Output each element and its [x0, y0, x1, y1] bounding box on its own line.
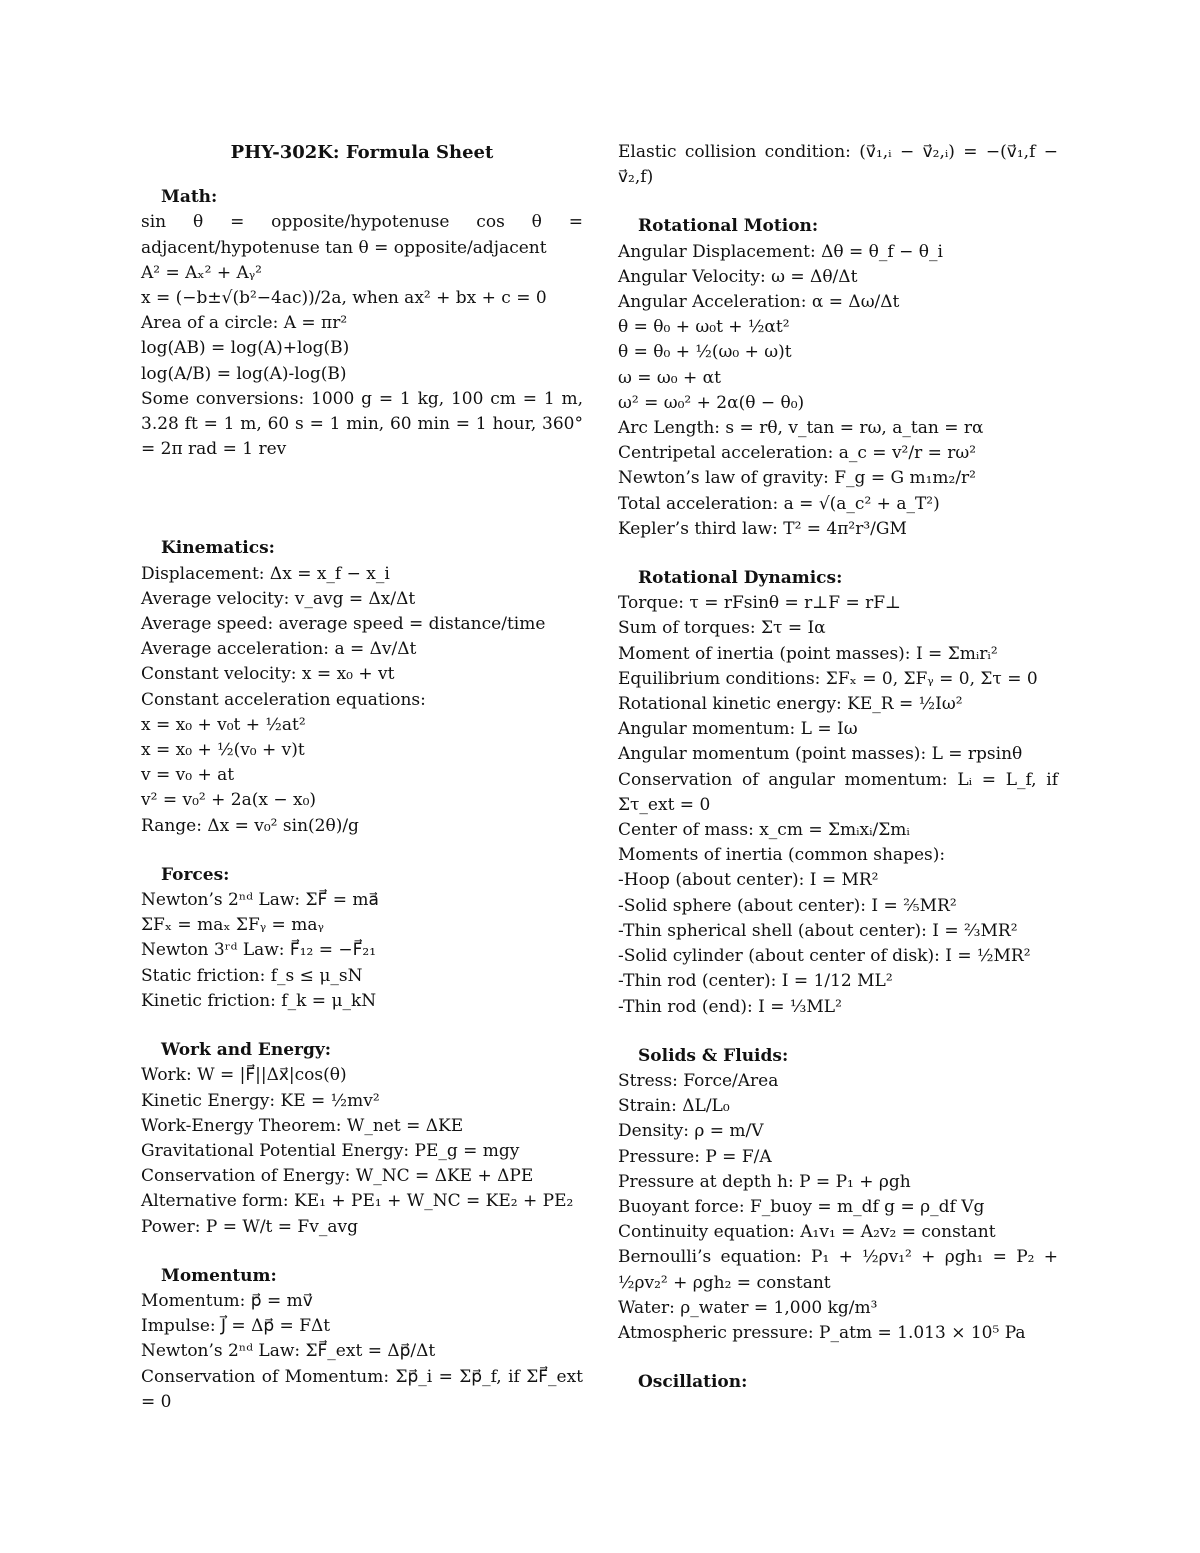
formula-line: Stress: Force/Area	[618, 1070, 779, 1091]
formula-line: Alternative form: KE₁ + PE₁ + W_NC = KE₂ + PE₂	[141, 1191, 574, 1212]
section-math	[141, 185, 583, 462]
formula-line: v² = v₀² + 2a(x − x₀)	[141, 790, 317, 811]
formula-line: Sum of torques: Στ = Iα	[618, 618, 826, 639]
right-column	[618, 140, 1058, 1395]
section-heading: Momentum:	[161, 1265, 277, 1286]
section-heading: Math:	[161, 187, 218, 208]
section-oscillation	[618, 1370, 1058, 1395]
formula-line: -Thin rod (center): I = 1/12 ML²	[618, 971, 893, 992]
formula-line: Gravitational Potential Energy: PE_g = mgy	[141, 1140, 520, 1161]
formula-line: Average velocity: v_avg = Δx/Δt	[141, 588, 416, 609]
section-work-energy	[141, 1038, 583, 1240]
formula-line: log(AB) = log(A)+log(B)	[141, 338, 350, 359]
formula-line: v = v₀ + at	[141, 765, 235, 786]
formula-line: A² = Aₓ² + Aᵧ²	[141, 262, 262, 283]
formula-line: Average acceleration: a = Δv/Δt	[141, 639, 417, 660]
formula-line: Center of mass: x_cm = Σmᵢxᵢ/Σmᵢ	[618, 820, 910, 841]
formula-line: Conservation of Momentum: Σp⃗_i = Σp⃗_f, if ΣF⃗_ext = 0	[141, 1366, 583, 1412]
section-heading: Kinematics:	[161, 538, 275, 559]
formula-line: Angular Acceleration: α = Δω/Δt	[618, 292, 900, 313]
formula-line: Angular momentum (point masses): L = rpsinθ	[618, 744, 1023, 765]
formula-line: Newton’s 2ⁿᵈ Law: ΣF⃗_ext = Δp⃗/Δt	[141, 1341, 436, 1362]
section-heading: Forces:	[161, 864, 230, 885]
formula-line: Static friction: f_s ≤ μ_sN	[141, 965, 363, 986]
formula-line: Angular momentum: L = Iω	[618, 719, 858, 740]
formula-line: Rotational kinetic energy: KE_R = ½Iω²	[618, 694, 963, 715]
section-rotational-dynamics	[618, 566, 1058, 1020]
formula-line: Strain: ΔL/L₀	[618, 1096, 730, 1117]
formula-line: Moment of inertia (point masses): I = Σmᵢrᵢ²	[618, 643, 998, 664]
section-heading: Oscillation:	[638, 1372, 748, 1393]
section-momentum	[141, 1264, 583, 1415]
formula-line: Constant acceleration equations:	[141, 689, 426, 710]
formula-line: Displacement: Δx = x_f − x_i	[141, 563, 390, 584]
formula-line: Momentum: p⃗ = mv⃗	[141, 1290, 313, 1311]
formula-line: Torque: τ = rFsinθ = r⊥F = rF⊥	[618, 593, 902, 614]
formula-line: Impulse: J⃗ = Δp⃗ = FΔt	[141, 1316, 331, 1337]
formula-line: x = x₀ + ½(v₀ + v)t	[141, 740, 305, 761]
formula-line: log(A/B) = log(A)-log(B)	[141, 363, 347, 384]
formula-line: Conservation of Energy: W_NC = ΔKE + ΔPE	[141, 1166, 534, 1187]
formula-line: Elastic collision condition: (v⃗₁,ᵢ − v⃗₂,ᵢ) = −(v⃗₁,f − v⃗₂,f)	[618, 142, 1058, 188]
formula-line: Total acceleration: a = √(a_c² + a_T²)	[618, 493, 940, 514]
section-heading: Rotational Dynamics:	[638, 568, 843, 589]
formula-line: -Hoop (about center): I = MR²	[618, 870, 879, 891]
formula-line: Area of a circle: A = πr²	[141, 313, 348, 334]
formula-line: Angular Displacement: Δθ = θ_f − θ_i	[618, 241, 943, 262]
formula-line: -Thin spherical shell (about center): I = ⅔MR²	[618, 920, 1018, 941]
formula-line: θ = θ₀ + ½(ω₀ + ω)t	[618, 342, 792, 363]
formula-line: -Solid cylinder (about center of disk): I = ½MR²	[618, 946, 1031, 967]
formula-line: Bernoulli’s equation: P₁ + ½ρv₁² + ρgh₁ = P₂ + ½ρv₂² + ρgh₂ = constant	[618, 1247, 1058, 1293]
section-heading: Rotational Motion:	[638, 216, 819, 237]
formula-line: Kepler’s third law: T² = 4π²r³/GM	[618, 518, 907, 539]
formula-line: Angular Velocity: ω = Δθ/Δt	[618, 266, 858, 287]
formula-line: Moments of inertia (common shapes):	[618, 845, 946, 866]
formula-line: Newton 3ʳᵈ Law: F⃗₁₂ = −F⃗₂₁	[141, 940, 377, 961]
formula-line: Buoyant force: F_buoy = m_df g = ρ_df Vg	[618, 1196, 985, 1217]
formula-line: Density: ρ = m/V	[618, 1121, 764, 1142]
formula-line: Some conversions: 1000 g = 1 kg, 100 cm = 1 m, 3.28 ft = 1 m, 60 s = 1 min, 60 min = 1 hour, 360° = 2π rad = 1 rev	[141, 388, 583, 460]
page-title: PHY-302K: Formula Sheet	[230, 142, 494, 163]
formula-line: Pressure at depth h: P = P₁ + ρgh	[618, 1171, 911, 1192]
formula-line: Work: W = |F⃗||Δx⃗|cos(θ)	[141, 1065, 347, 1086]
formula-line: Arc Length: s = rθ, v_tan = rω, a_tan = rα	[618, 418, 984, 439]
formula-line: Atmospheric pressure: P_atm = 1.013 × 10⁵ Pa	[618, 1322, 1026, 1343]
section-forces	[141, 863, 583, 1014]
formula-line: Kinetic friction: f_k = μ_kN	[141, 990, 377, 1011]
formula-line: Average speed: average speed = distance/time	[141, 614, 546, 635]
formula-line: Continuity equation: A₁v₁ = A₂v₂ = constant	[618, 1222, 996, 1243]
formula-line: Water: ρ_water = 1,000 kg/m³	[618, 1297, 878, 1318]
section-rotational-motion	[618, 214, 1058, 542]
formula-line: Pressure: P = F/A	[618, 1146, 772, 1167]
formula-line: θ = θ₀ + ω₀t + ½αt²	[618, 317, 790, 338]
formula-line: Range: Δx = v₀² sin(2θ)/g	[141, 815, 359, 836]
formula-line: sin θ = opposite/hypotenuse cos θ = adjacent/hypotenuse tan θ = opposite/adjacent	[141, 212, 583, 258]
formula-line: Power: P = W/t = Fv_avg	[141, 1216, 358, 1237]
formula-line: x = (−b±√(b²−4ac))/2a, when ax² + bx + c = 0	[141, 288, 547, 309]
formula-line: Constant velocity: x = x₀ + vt	[141, 664, 395, 685]
formula-line: ω = ω₀ + αt	[618, 367, 721, 388]
formula-line: ΣFₓ = maₓ ΣFᵧ = maᵧ	[141, 915, 324, 936]
formula-line: Conservation of angular momentum: Lᵢ = L_f, if Στ_ext = 0	[618, 769, 1058, 815]
formula-line: Work-Energy Theorem: W_net = ΔKE	[141, 1115, 464, 1136]
formula-line: -Solid sphere (about center): I = ⅖MR²	[618, 895, 957, 916]
section-solids-fluids	[618, 1044, 1058, 1346]
formula-line: Centripetal acceleration: a_c = v²/r = rω²	[618, 443, 977, 464]
formula-line: -Thin rod (end): I = ⅓ML²	[618, 996, 842, 1017]
formula-line: Newton’s 2ⁿᵈ Law: ΣF⃗ = ma⃗	[141, 890, 379, 911]
formula-line: Kinetic Energy: KE = ½mv²	[141, 1090, 380, 1111]
section-kinematics	[141, 536, 583, 838]
formula-line: Newton’s law of gravity: F_g = G m₁m₂/r²	[618, 468, 976, 489]
formula-line: Equilibrium conditions: ΣFₓ = 0, ΣFᵧ = 0, Στ = 0	[618, 668, 1038, 689]
formula-line: ω² = ω₀² + 2α(θ − θ₀)	[618, 392, 805, 413]
left-column	[141, 140, 583, 1415]
section-heading: Solids & Fluids:	[638, 1045, 789, 1066]
section-heading: Work and Energy:	[161, 1040, 332, 1061]
formula-line: x = x₀ + v₀t + ½at²	[141, 714, 306, 735]
